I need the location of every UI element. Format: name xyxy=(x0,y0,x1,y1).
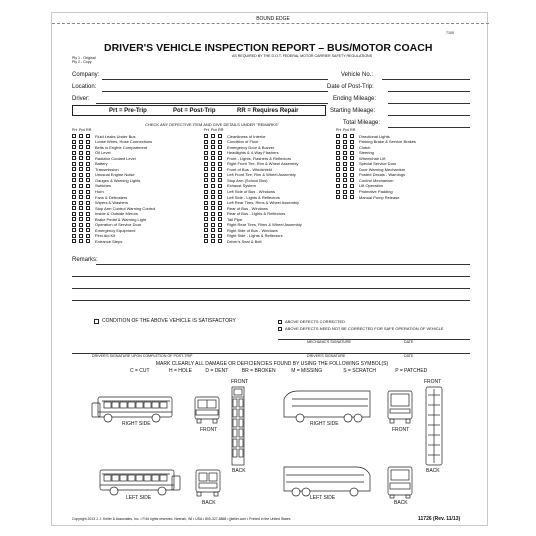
total-mileage-label: Total Mileage: xyxy=(343,120,381,126)
coach-top-view-1 xyxy=(426,387,442,465)
label-back-2: BACK xyxy=(394,500,408,506)
checkbox-pot[interactable] xyxy=(211,151,215,155)
checklist-item: Rear of Bus - Lights & Reflectors xyxy=(227,211,286,217)
checkbox-rr[interactable] xyxy=(218,195,222,199)
checklist-item: First Aid Kit xyxy=(95,233,116,239)
checkbox-rr[interactable] xyxy=(218,173,222,177)
remarks-line-3[interactable] xyxy=(72,288,470,289)
checklist-item: Directional Lights xyxy=(359,133,390,139)
damage-symbol: D = DENT xyxy=(205,368,229,374)
checkbox-pot[interactable] xyxy=(79,162,83,166)
checklist-item: Rear of Bus - Windows xyxy=(227,205,268,211)
checkbox-pot[interactable] xyxy=(211,234,215,238)
checklist-item: Exhaust System xyxy=(227,183,256,189)
checkbox-prt[interactable] xyxy=(204,234,208,238)
checkbox-rr[interactable] xyxy=(86,195,90,199)
checkbox-pot[interactable] xyxy=(343,167,347,171)
label-front-top-2: FRONT xyxy=(424,379,442,385)
checkbox-pot[interactable] xyxy=(211,212,215,216)
checkbox-rr[interactable] xyxy=(218,201,222,205)
checkbox-rr[interactable] xyxy=(218,151,222,155)
checkbox-rr[interactable] xyxy=(86,167,90,171)
form-subtitle: AS REQUIRED BY THE D.O.T. FEDERAL MOTOR CARRIER SAFETY REGULATIONS xyxy=(231,54,373,58)
checkbox-rr[interactable] xyxy=(350,184,354,188)
vehicle-no-label: Vehicle No.: xyxy=(341,72,374,78)
checklist-item: Battery xyxy=(95,161,108,167)
checkbox-rr[interactable] xyxy=(86,201,90,205)
checkbox-rr[interactable] xyxy=(86,162,90,166)
checkbox-prt[interactable] xyxy=(204,201,208,205)
checklist-item: Front of Bus - Windshield xyxy=(227,166,272,172)
checklist-item: Gauges & Warning Lights xyxy=(95,177,141,183)
checkbox-pot[interactable] xyxy=(211,184,215,188)
checkbox-rr[interactable] xyxy=(218,140,222,144)
legend-pre: Prt = Pre-Trip xyxy=(109,108,147,114)
not-corrected-checkbox[interactable] xyxy=(278,327,282,331)
checklist-item: Emergency Equipment xyxy=(95,227,136,233)
checkbox-pot[interactable] xyxy=(79,184,83,188)
checklist-item: Switches xyxy=(95,183,112,189)
col-header-pot: Pot xyxy=(211,128,217,132)
checklist-item: Clutch xyxy=(359,144,371,150)
driver-label: Driver: xyxy=(72,96,90,102)
driver-date-label: DATE xyxy=(404,354,414,358)
checklist-item: Door Warning Mechanism xyxy=(359,166,406,172)
school-bus-top-view-1 xyxy=(232,387,244,465)
corrected-label: ABOVE DEFECTS CORRECTED xyxy=(285,319,346,324)
inspection-form xyxy=(51,12,488,526)
checklist-item: Brake Pedal & Warning Light xyxy=(95,216,147,222)
checkbox-pot[interactable] xyxy=(79,206,83,210)
checkbox-pot[interactable] xyxy=(343,140,347,144)
checkbox-prt[interactable] xyxy=(72,167,76,171)
checklist-item: Cleanliness of Interior xyxy=(227,133,266,139)
checkbox-pot[interactable] xyxy=(79,239,83,243)
damage-instruction: MARK CLEARLY ALL DAMAGE OR DEFICIENCIES FOUND BY USING THE FOLLOWING SYMBOL(S) xyxy=(155,361,389,367)
checkbox-prt[interactable] xyxy=(336,151,340,155)
checkbox-pot[interactable] xyxy=(79,156,83,160)
checkbox-prt[interactable] xyxy=(204,223,208,227)
checkbox-prt[interactable] xyxy=(204,162,208,166)
checkbox-pot[interactable] xyxy=(211,190,215,194)
ending-mileage-field[interactable] xyxy=(388,103,470,104)
checklist-item: Condition of Floor xyxy=(227,139,259,145)
col-header-rr: RR xyxy=(218,128,224,132)
checkbox-prt[interactable] xyxy=(72,206,76,210)
checkbox-pot[interactable] xyxy=(211,228,215,232)
remarks-line-1[interactable] xyxy=(96,264,470,265)
label-back-top-1: BACK xyxy=(232,468,246,474)
checkbox-rr[interactable] xyxy=(350,167,354,171)
checkbox-prt[interactable] xyxy=(204,140,208,144)
damage-symbol: M = MISSING xyxy=(291,368,323,374)
checkbox-pot[interactable] xyxy=(79,145,83,149)
checkbox-rr[interactable] xyxy=(350,145,354,149)
checkbox-prt[interactable] xyxy=(204,145,208,149)
checkbox-rr[interactable] xyxy=(86,178,90,182)
coach-right-side xyxy=(284,391,370,422)
checkbox-pot[interactable] xyxy=(343,190,347,194)
checkbox-pot[interactable] xyxy=(79,212,83,216)
checklist-item: Right Rear Tires, Rims & Wheel Assembly xyxy=(227,222,302,228)
checkbox-pot[interactable] xyxy=(79,167,83,171)
checkbox-pot[interactable] xyxy=(79,173,83,177)
checklist-item: Manual Pump Release xyxy=(359,194,400,200)
checkbox-rr[interactable] xyxy=(86,217,90,221)
checklist-item: Wipers & Washers xyxy=(95,200,128,206)
checkbox-pot[interactable] xyxy=(79,151,83,155)
checklist xyxy=(72,128,474,248)
checklist-item: Right Side of Bus - Windows xyxy=(227,227,278,233)
checklist-item: Front - Lights, Flashers & Reflectors xyxy=(227,155,292,161)
checkbox-rr[interactable] xyxy=(218,134,222,138)
checkbox-pot[interactable] xyxy=(211,173,215,177)
checklist-item: Protective Padding xyxy=(359,189,393,194)
col-header-rr: RR xyxy=(350,128,356,132)
checkbox-rr[interactable] xyxy=(86,184,90,188)
coach-back xyxy=(388,467,412,498)
checkbox-rr[interactable] xyxy=(350,173,354,177)
mechanic-date-label: DATE xyxy=(404,340,414,344)
checklist-item: Stop Arm (School Bus) xyxy=(227,177,268,183)
checklist-item: Left Rear Tires, Rims & Wheel Assembly xyxy=(227,200,300,206)
checklist-item: Loose Wires, Hose Connections xyxy=(95,139,153,145)
checklist-item: Wheelchair Lift xyxy=(359,155,386,161)
checklist-item: Unusual Engine Noise xyxy=(95,172,135,178)
driver-post-signature-label: DRIVER'S SIGNATURE UPON COMPLETION OF POST-TRIP xyxy=(92,354,193,358)
checkbox-pot[interactable] xyxy=(211,178,215,182)
checkbox-prt[interactable] xyxy=(336,184,340,188)
damage-symbol: BR = BROKEN xyxy=(241,368,276,374)
checkbox-rr[interactable] xyxy=(218,217,222,221)
col-header-prt: Prt xyxy=(72,128,77,132)
checkbox-rr[interactable] xyxy=(218,239,222,243)
checklist-item: Belts in Engine Compartment xyxy=(95,144,148,150)
checkbox-rr[interactable] xyxy=(218,234,222,238)
checkbox-rr[interactable] xyxy=(86,145,90,149)
label-front-top-1: FRONT xyxy=(231,379,249,385)
checkbox-prt[interactable] xyxy=(336,156,340,160)
checkbox-rr[interactable] xyxy=(218,206,222,210)
checkbox-rr[interactable] xyxy=(86,156,90,160)
checkbox-prt[interactable] xyxy=(204,212,208,216)
checkbox-pot[interactable] xyxy=(79,223,83,227)
col-header-pot: Pot xyxy=(343,128,349,132)
form-revision: 11726 (Rev. 11/13) xyxy=(418,516,461,522)
damage-symbol: S = SCRATCH xyxy=(343,368,377,374)
checkbox-rr[interactable] xyxy=(86,223,90,227)
checkbox-pot[interactable] xyxy=(211,201,215,205)
checkbox-prt[interactable] xyxy=(204,156,208,160)
check-instruction: CHECK ANY DEFECTIVE ITEM AND GIVE DETAILS UNDER "REMARKS" xyxy=(145,122,279,127)
checkbox-prt[interactable] xyxy=(72,151,76,155)
mechanic-signature-label: MECHANIC'S SIGNATURE xyxy=(307,340,351,344)
location-label: Location: xyxy=(72,84,97,90)
checkbox-prt[interactable] xyxy=(72,201,76,205)
checkbox-rr[interactable] xyxy=(218,145,222,149)
legend-pot: Pot = Post-Trip xyxy=(173,108,216,114)
checklist-item: Stop Arm Control Warning Control xyxy=(95,205,156,211)
checkbox-pot[interactable] xyxy=(211,206,215,210)
school-bus-back xyxy=(196,470,220,496)
damage-symbol: H = HOLE xyxy=(169,368,192,374)
driver-field[interactable] xyxy=(96,103,328,104)
checkbox-prt[interactable] xyxy=(72,212,76,216)
checkbox-rr[interactable] xyxy=(218,228,222,232)
checkbox-rr[interactable] xyxy=(86,206,90,210)
satisfactory-checkbox[interactable] xyxy=(94,319,99,324)
checkbox-pot[interactable] xyxy=(211,217,215,221)
checklist-item: Special Service Door xyxy=(359,161,397,167)
checklist-item: Lift Operation xyxy=(359,183,384,189)
checkbox-rr[interactable] xyxy=(350,195,354,199)
checkbox-pot[interactable] xyxy=(343,178,347,182)
checklist-item: Radiator Coolant Level xyxy=(95,155,136,161)
checkbox-pot[interactable] xyxy=(211,162,215,166)
checkbox-pot[interactable] xyxy=(79,228,83,232)
checkbox-prt[interactable] xyxy=(204,178,208,182)
checkbox-pot[interactable] xyxy=(343,173,347,177)
checklist-item: Right Front Tire, Rim & Wheel Assembly xyxy=(227,161,299,167)
ply-copy: Ply 2 - Copy xyxy=(72,60,92,64)
checkbox-pot[interactable] xyxy=(211,167,215,171)
school-bus-front xyxy=(195,397,219,423)
checkbox-rr[interactable] xyxy=(86,151,90,155)
checkbox-pot[interactable] xyxy=(343,134,347,138)
checkbox-prt[interactable] xyxy=(72,156,76,160)
checklist-item: Oil Level xyxy=(95,150,111,156)
checkbox-pot[interactable] xyxy=(211,239,215,243)
checkbox-rr[interactable] xyxy=(350,190,354,194)
checkbox-rr[interactable] xyxy=(350,162,354,166)
checkbox-rr[interactable] xyxy=(218,190,222,194)
checklist-item: Driver's Seat & Belt xyxy=(227,238,262,244)
copyright: Copyright 2013 J. J. Keller & Associates, Inc. • P.46 rights reserved. Neenah, WI • USA • 800-327-6868 • jjkeller.com • Printed in the United States xyxy=(72,517,291,521)
checklist-item: Headlights & 4-Way Flashers xyxy=(227,150,279,156)
checkbox-prt[interactable] xyxy=(72,134,76,138)
checkbox-rr[interactable] xyxy=(218,156,222,160)
checklist-item: Transmission xyxy=(95,166,119,172)
label-front-2: FRONT xyxy=(392,427,410,433)
checkbox-prt[interactable] xyxy=(204,239,208,243)
driver-signature-label: DRIVER'S SIGNATURE xyxy=(307,354,346,358)
checkbox-rr[interactable] xyxy=(86,140,90,144)
checkbox-rr[interactable] xyxy=(218,178,222,182)
school-bus-left-side xyxy=(100,470,180,495)
label-back-top-2: BACK xyxy=(426,468,440,474)
col-header-prt: Prt xyxy=(336,128,341,132)
remarks-line-4[interactable] xyxy=(72,300,470,301)
coach-left-side xyxy=(284,467,370,496)
label-left-side-2: LEFT SIDE xyxy=(310,495,336,501)
checklist-item: Fans & Defrosters xyxy=(95,194,128,200)
checklist-item: Left Side of Bus - Windows xyxy=(227,189,276,194)
checkbox-rr[interactable] xyxy=(86,173,90,177)
label-right-side-1: RIGHT SIDE xyxy=(122,421,151,427)
starting-mileage-label: Starting Mileage: xyxy=(330,108,376,114)
checkbox-prt[interactable] xyxy=(72,162,76,166)
checklist-item: Emergency Door & Buzzer xyxy=(227,144,275,150)
checklist-item: Horn xyxy=(95,189,104,194)
checkbox-rr[interactable] xyxy=(350,156,354,160)
checkbox-prt[interactable] xyxy=(336,190,340,194)
corrected-checkbox[interactable] xyxy=(278,320,282,324)
checkbox-prt[interactable] xyxy=(204,184,208,188)
checkbox-rr[interactable] xyxy=(86,228,90,232)
checkbox-rr[interactable] xyxy=(86,212,90,216)
form-id: 7100 xyxy=(446,31,454,35)
checkbox-pot[interactable] xyxy=(211,134,215,138)
checkbox-prt[interactable] xyxy=(204,167,208,171)
checkbox-pot[interactable] xyxy=(343,156,347,160)
damage-symbol: C = CUT xyxy=(130,368,150,374)
satisfactory-label: CONDITION OF THE ABOVE VEHICLE IS SATISFACTORY xyxy=(102,318,236,324)
checkbox-pot[interactable] xyxy=(79,134,83,138)
not-corrected-label: ABOVE DEFECTS NEED NOT BE CORRECTED FOR SAFE OPERATION OF VEHICLE xyxy=(285,326,444,331)
checkbox-rr[interactable] xyxy=(86,239,90,243)
checkbox-pot[interactable] xyxy=(211,156,215,160)
checkbox-prt[interactable] xyxy=(72,145,76,149)
col-header-rr: RR xyxy=(86,128,92,132)
checklist-item: Steering xyxy=(359,150,374,156)
checkbox-rr[interactable] xyxy=(86,134,90,138)
checkbox-prt[interactable] xyxy=(72,228,76,232)
checkbox-prt[interactable] xyxy=(336,145,340,149)
checkbox-prt[interactable] xyxy=(72,223,76,227)
checkbox-pot[interactable] xyxy=(79,195,83,199)
checklist-item: Entrance Steps xyxy=(95,238,123,244)
checkbox-pot[interactable] xyxy=(79,140,83,144)
ending-mileage-label: Ending Mileage: xyxy=(333,96,377,102)
legend-rr: RR = Requires Repair xyxy=(237,108,299,114)
checkbox-prt[interactable] xyxy=(72,217,76,221)
remarks-line-2[interactable] xyxy=(72,276,470,277)
checkbox-rr[interactable] xyxy=(350,140,354,144)
checkbox-prt[interactable] xyxy=(336,173,340,177)
checklist-item: Tail Pipe xyxy=(227,216,243,222)
checklist-item: Operation of Service Door xyxy=(95,222,142,228)
checkbox-prt[interactable] xyxy=(72,140,76,144)
checkbox-rr[interactable] xyxy=(218,167,222,171)
company-label: Company: xyxy=(72,72,100,78)
checkbox-prt[interactable] xyxy=(336,134,340,138)
col-header-pot: Pot xyxy=(79,128,85,132)
checklist-item: Posted Decals - Warnings xyxy=(359,172,406,178)
checkbox-prt[interactable] xyxy=(72,190,76,194)
remarks-label: Remarks: xyxy=(72,257,98,263)
checkbox-pot[interactable] xyxy=(79,217,83,221)
checkbox-prt[interactable] xyxy=(336,178,340,182)
label-right-side-2: RIGHT SIDE xyxy=(310,421,339,427)
date-post-field[interactable] xyxy=(388,91,470,92)
checkbox-pot[interactable] xyxy=(211,195,215,199)
checkbox-prt[interactable] xyxy=(204,195,208,199)
checklist-item: Inside & Outside Mirrors xyxy=(95,211,138,217)
label-back-1: BACK xyxy=(202,500,216,506)
checkbox-pot[interactable] xyxy=(79,190,83,194)
checkbox-pot[interactable] xyxy=(343,145,347,149)
checkbox-prt[interactable] xyxy=(204,134,208,138)
col-header-prt: Prt xyxy=(204,128,209,132)
checkbox-rr[interactable] xyxy=(218,223,222,227)
checkbox-rr[interactable] xyxy=(86,234,90,238)
form-title: DRIVER'S VEHICLE INSPECTION REPORT – BUS/MOTOR COACH xyxy=(104,42,433,54)
checkbox-prt[interactable] xyxy=(72,234,76,238)
label-left-side-1: LEFT SIDE xyxy=(126,495,152,501)
checkbox-prt[interactable] xyxy=(204,190,208,194)
checkbox-pot[interactable] xyxy=(343,162,347,166)
checkbox-rr[interactable] xyxy=(86,190,90,194)
checkbox-prt[interactable] xyxy=(72,173,76,177)
checkbox-pot[interactable] xyxy=(211,140,215,144)
checklist-item: Left Front Tire, Rim & Wheel Assembly xyxy=(227,172,296,178)
vehicle-no-field[interactable] xyxy=(382,79,470,80)
checkbox-pot[interactable] xyxy=(79,234,83,238)
checkbox-prt[interactable] xyxy=(336,167,340,171)
checkbox-prt[interactable] xyxy=(72,195,76,199)
checkbox-prt[interactable] xyxy=(204,151,208,155)
label-front-1: FRONT xyxy=(200,427,218,433)
checkbox-pot[interactable] xyxy=(211,145,215,149)
location-field[interactable] xyxy=(102,91,328,92)
checkbox-pot[interactable] xyxy=(343,195,347,199)
checkbox-rr[interactable] xyxy=(350,151,354,155)
checkbox-rr[interactable] xyxy=(218,184,222,188)
checkbox-prt[interactable] xyxy=(204,228,208,232)
checkbox-prt[interactable] xyxy=(72,239,76,243)
checkbox-pot[interactable] xyxy=(79,178,83,182)
checkbox-prt[interactable] xyxy=(336,162,340,166)
checkbox-prt[interactable] xyxy=(336,140,340,144)
checklist-item: Left Side - Lights & Reflectors xyxy=(227,194,280,200)
damage-symbol: P = PATCHED xyxy=(395,368,428,374)
checklist-item: Fluid Leaks Under Bus xyxy=(95,133,136,139)
checkbox-prt[interactable] xyxy=(72,178,76,182)
bound-edge-line xyxy=(52,23,489,24)
checklist-item: Control Mechanism xyxy=(359,177,394,183)
checkbox-rr[interactable] xyxy=(218,212,222,216)
checkbox-pot[interactable] xyxy=(79,201,83,205)
school-bus-right-side xyxy=(92,397,172,422)
checkbox-prt[interactable] xyxy=(336,195,340,199)
checkbox-rr[interactable] xyxy=(218,162,222,166)
checkbox-prt[interactable] xyxy=(204,173,208,177)
checkbox-pot[interactable] xyxy=(343,151,347,155)
starting-mileage-field[interactable] xyxy=(388,115,470,116)
checklist-item: Right Side - Lights & Reflectors xyxy=(227,233,283,239)
checkbox-prt[interactable] xyxy=(72,184,76,188)
checkbox-pot[interactable] xyxy=(343,184,347,188)
ply-original: Ply 1 - Original xyxy=(72,56,96,60)
checkbox-prt[interactable] xyxy=(204,206,208,210)
legend-box xyxy=(72,105,326,116)
date-post-label: Date of Post-Trip: xyxy=(327,84,374,90)
checkbox-pot[interactable] xyxy=(211,223,215,227)
bus-diagrams xyxy=(52,375,489,515)
checkbox-prt[interactable] xyxy=(204,217,208,221)
checkbox-rr[interactable] xyxy=(350,178,354,182)
coach-front xyxy=(388,391,412,423)
checkbox-rr[interactable] xyxy=(350,134,354,138)
bound-edge-label: BOUND EDGE xyxy=(256,16,290,22)
company-field[interactable] xyxy=(102,79,328,80)
checklist-item: Parking Brake & Service Brakes xyxy=(359,139,416,145)
